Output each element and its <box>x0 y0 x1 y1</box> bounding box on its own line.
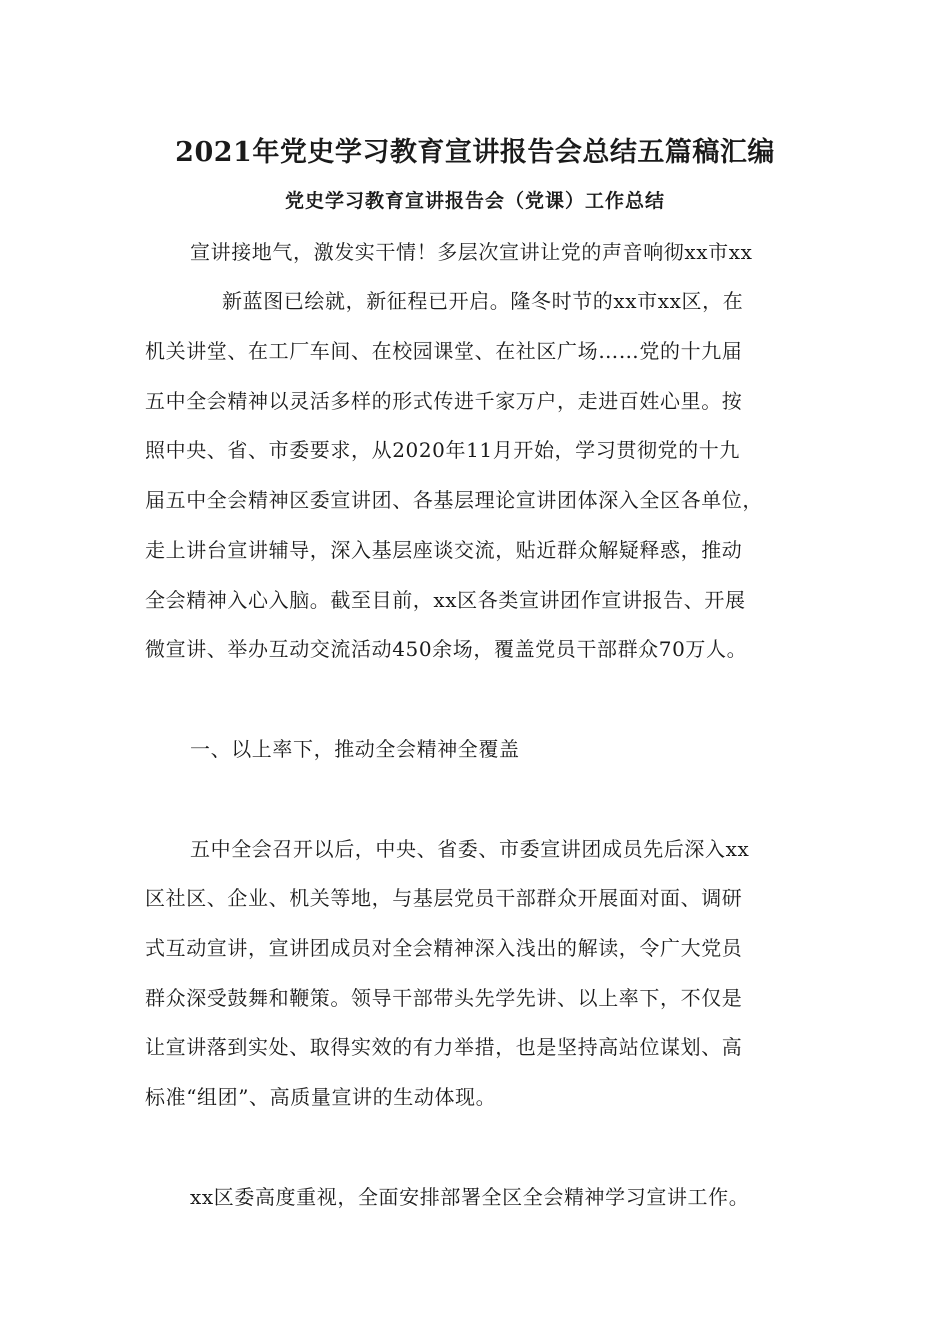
paragraph-line: 照中央、省、市委要求，从2020年11月开始，学习贯彻党的十九 <box>145 438 740 462</box>
paragraph-line: 群众深受鼓舞和鞭策。领导干部带头先学先讲、以上率下，不仅是 <box>145 986 743 1010</box>
section-heading: 一、以上率下，推动全会精神全覆盖 <box>190 737 520 761</box>
paragraph-line: 微宣讲、举办互动交流活动450余场，覆盖党员干部群众70万人。 <box>145 637 748 661</box>
paragraph-line: 让宣讲落到实处、取得实效的有力举措，也是坚持高站位谋划、高 <box>145 1035 743 1059</box>
paragraph-line: 区社区、企业、机关等地，与基层党员干部群众开展面对面、调研 <box>145 886 743 910</box>
paragraph-line: 新蓝图已绘就，新征程已开启。隆冬时节的xx市xx区，在 <box>222 289 744 313</box>
document-subtitle: 党史学习教育宣讲报告会（党课）工作总结 <box>284 190 665 212</box>
paragraph-line: xx区委高度重视，全面安排部署全区全会精神学习宣讲工作。 <box>190 1185 750 1209</box>
paragraph-line: 宣讲接地气，激发实干情！多层次宣讲让党的声音响彻xx市xx <box>190 240 753 264</box>
paragraph-line: 五中全会精神以灵活多样的形式传进千家万户，走进百姓心里。按 <box>145 389 743 413</box>
paragraph-line: 标准“组团”、高质量宣讲的生动体现。 <box>145 1085 497 1109</box>
paragraph-line: 式互动宣讲，宣讲团成员对全会精神深入浅出的解读，令广大党员 <box>145 936 743 960</box>
paragraph-line: 届五中全会精神区委宣讲团、各基层理论宣讲团体深入全区各单位， <box>145 488 763 512</box>
paragraph-line: 全会精神入心入脑。截至目前，xx区各类宣讲团作宣讲报告、开展 <box>145 588 746 612</box>
document-title: 2021年党史学习教育宣讲报告会总结五篇稿汇编 <box>175 137 775 168</box>
paragraph-line: 五中全会召开以后，中央、省委、市委宣讲团成员先后深入xx <box>190 837 750 861</box>
paragraph-line: 机关讲堂、在工厂车间、在校园课堂、在社区广场……党的十九届 <box>145 339 743 363</box>
paragraph-line: 走上讲台宣讲辅导，深入基层座谈交流，贴近群众解疑释惑，推动 <box>145 538 743 562</box>
